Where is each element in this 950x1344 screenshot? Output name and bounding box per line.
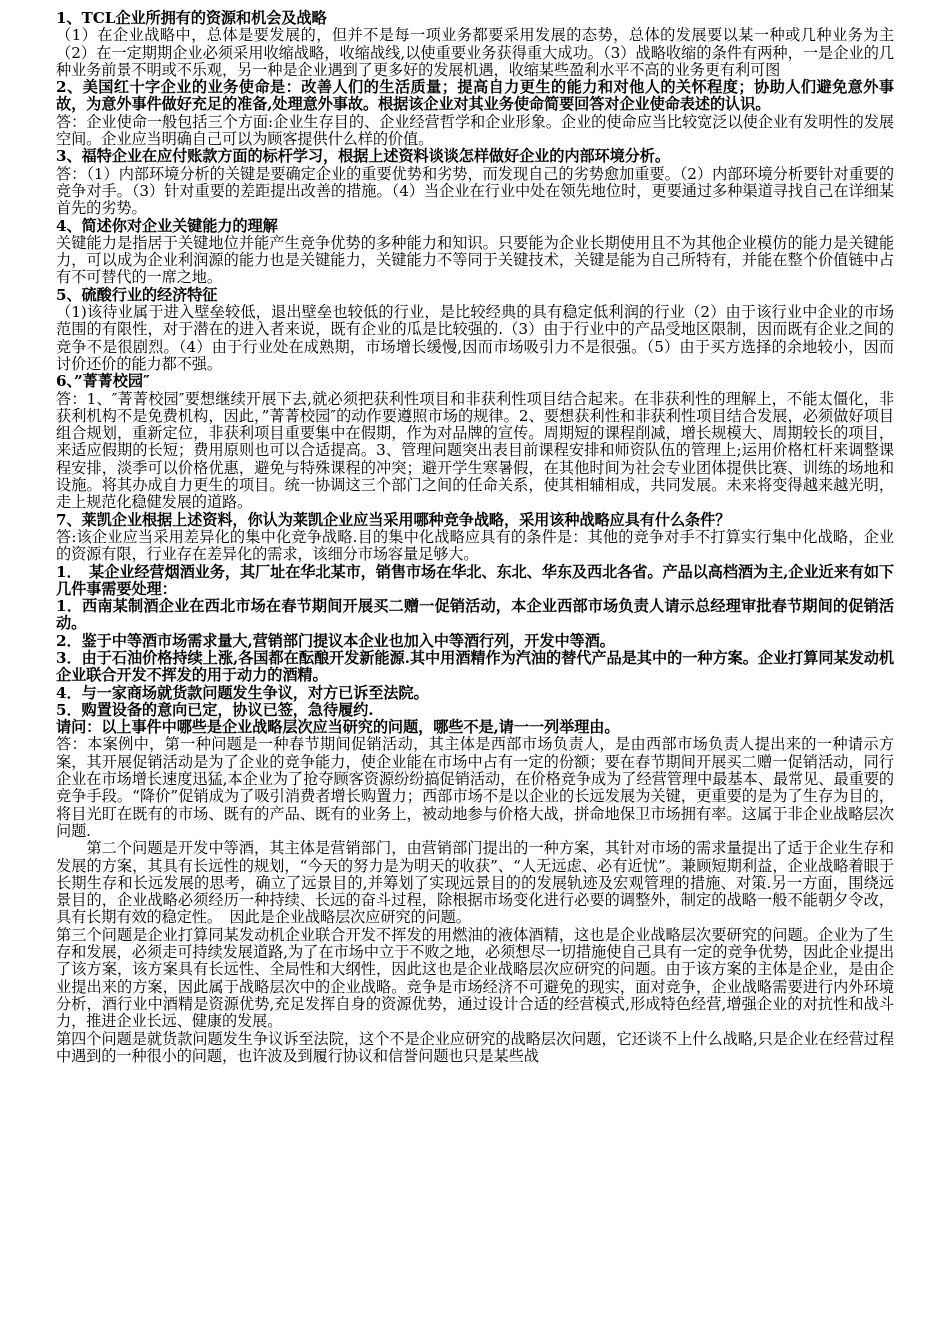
heading-3: 3、福特企业在应付账款方面的标杆学习，根据上述资料谈谈怎样做好企业的内部环境分析。 [56,147,670,166]
answer-paragraph-1: 答：本案例中，第一种问题是一种春节期间促销活动，其主体是西部市场负责人，是由西部市场负责人提出来的一种请示方案，其开展促销活动是为了企业的竞争能力，使企业能在市场中占有一定的份额；要在春节期间开展买二赠一促销活动，同行企业在市场增长速度迅猛,本企业为了抢夺顾客资源纷纷搞促销活动，在价格竞争成为了经营管理中最基本、最常见、最重要的竞争手段。“降价”促销成为了吸引消费者增长购置力；西部市场不是以企业的长远发展为关键，更重要的是为了生存为目的，将目光盯在既有的市场、既有的产品、既有的业务上，被动地参与价格大战，拼命地保卫市场拥有率。这属于非企业战略层次问题. [56,735,894,840]
case-item-4: 4．与一家商场就货款问题发生争议，对方已诉至法院。 [56,683,429,702]
case-item-1: 1．西南某制酒企业在西北市场在春节期间开展买二赠一促销活动，本企业西部市场负责人请示总经理审批春节期间的促销活动。 [56,597,894,633]
case-intro: 1． 某企业经营烟酒业务，其厂址在华北某市，销售市场在华北、东北、华东及西北各省。产品以高档酒为主,企业近来有如下几件事需要处理： [56,562,894,598]
paragraph-6: 答：1、″菁菁校园″要想继续开展下去,就必须把获利性项目和非获利性项目结合起来。在非获利性的理解上，不能太僵化，非获利机构不是免费机构，因此，”菁菁校园″的动作要遵照市场的规律。2、要想获利性和非获利性项目结合发展，必须做好项目组合规划，重新定位，非获利项目重要集中在假期，作为对品牌的宣传。周期短的课程削减，增长规模大、周期较长的项目，来适应假期的长短；费用原则也可以合适提高。3、管理问题突出表目前课程安排和师资队伍的管理上;运用价格杠杆来调整课程安排，淡季可以价格优惠，避免与特殊课程的冲突；避开学生寒暑假，在其他时间为社会专业团体提供比赛、训练的场地和设施。将其办成自力更生的项目。统一协调这三个部门之间的任命关系，使其相辅相成，共同发展。未来将变得越来越光明，走上规范化稳健发展的道路。 [56,389,894,512]
answer-paragraph-3: 第三个问题是企业打算同某发动机企业联合开发不挥发的用燃油的液体酒精，这也是企业战略层次要研究的问题。企业为了生存和发展，必须走可持续发展道路,为了在市场中立于不败之地，必须想尽一切措施使自己具有一定的竞争优势，因此企业提出了该方案，该方案具有长远性、全局性和大纲性，因此这也是企业战略层次应研究的问题。由于该方案的主体是企业，是由企业提出来的方案，因此属于战略层次中的企业战略。竞争是市场经济不可避免的现实，面对竞争，企业战略需要进行内外环境分析，酒行业中酒精是资源优势,充足发挥自身的资源优势，通过设计合适的经营模式,形成特色经营,增强企业的对抗性和战斗力，推进企业长远、健康的发展。 [56,925,894,1031]
case-item-3: 3．由于石油价格持续上涨,各国都在酝酿开发新能源.其中用酒精作为汽油的替代产品是其中的一种方案。企业打算同某发动机企业联合开发不挥发的用于动力的酒精。 [56,648,894,685]
case-item-5: 5．购置设备的意向已定，协议已签，急待履约. [56,700,374,719]
paragraph-7: 答:该企业应当采用差异化的集中化竞争战略.目的集中化战略应具有的条件是：其他的竞争对手不打算实行集中化战略，企业的资源有限，行业存在差异化的需求，该细分市场容量足够大。 [56,527,894,564]
case-question: 请问：以上事件中哪些是企业战略层次应当研究的问题，哪些不是,请一一列举理由。 [56,718,620,737]
paragraph-4: 关键能力是指居于关键地位并能产生竞争优势的多种能力和知识。只要能为企业长期使用且不为其他企业模仿的能力是关键能力，可以成为企业利润源的能力也是关键能力，关键能力不等同于关键技术，关键是能为自己所特有，并能在整个价值链中占有不可替代的一席之地。 [56,233,894,287]
heading-5: 5、硫酸行业的经济特征 [56,285,218,304]
paragraph-3: 答：（1）内部环境分析的关键是要确定企业的重要优势和劣势，而发现自己的劣势愈加重要。（2）内部环境分析要针对重要的竞争对手。（3）针对重要的差距提出改善的措施。（4）当企业在行业中处在领先地位时，更要通过多种渠道寻找自己在详细某首先的劣势。 [56,164,894,218]
heading-1: 1、TCL企业所拥有的资源和机会及战略 [56,9,327,27]
case-item-2: 2．鉴于中等酒市场需求量大,营销部门提议本企业也加入中等酒行列，开发中等酒。 [56,631,615,650]
heading-4: 4、简述你对企业关键能力的理解 [56,216,278,235]
paragraph-5: （1)该待业属于进入壁垒较低，退出壁垒也较低的行业，是比较经典的具有稳定低利润的行业（2）由于该行业中企业的市场范围的有限性，对于潜在的进入者来说，既有企业的瓜是比较强的.（3）由于行业中的产品受地区限制，因而既有企业之间的竞争不是很剧烈。（4）由于行业处在成熟期，市场增长缓慢,因而市场吸引力不是很强。（5）由于买方选择的余地较小，因而讨价还价的能力都不强。 [56,303,894,373]
heading-6: 6、”菁菁校园″ [56,372,150,391]
answer-paragraph-2: 第二个问题是开发中等酒，其主体是营销部门，由营销部门提出的一种方案，其针对市场的需求量提出了适于企业生存和发展的方案，其具有长远性的规划，“今天的努力是为明天的收获”、“人无远虑、必有近忧”。兼顾短期利益，企业战略着眼于长期生存和长远发展的思考，确立了远景目的,并筹划了实现远景目的的发展轨迹及宏观管理的措施、对策.另一方面，围绕远景目的，企业战略必须经历一种持续、长远的奋斗过程，除根据市场变化进行必要的调整外，制定的战略一般不能朝夕令改，具有长期有效的稳定性。 因此是企业战略层次应研究的问题。 [56,839,894,927]
heading-7: 7、莱凯企业根据上述资料，你认为莱凯企业应当采用哪种竞争战略，采用该种战略应具有什么条件？ [56,510,731,529]
paragraph-2: 答：企业使命一般包括三个方面:企业生存目的、企业经营哲学和企业形象。企业的使命应当比较宽泛以使企业有发明性的发展空间。企业应当明确自己可以为顾客提供什么样的价值。 [56,112,894,149]
answer-paragraph-4: 第四个问题是就货款问题发生争议诉至法院，这个不是企业应研究的战略层次问题，它还谈不上什么战略,只是企业在经营过程中遇到的一种很小的问题，也许波及到履行协议和信誉问题也只是某些战 [56,1029,894,1065]
paragraph-1: （1）在企业战略中，总体是要发展的，但并不是每一项业务都要采用发展的态势，总体的发展要以某一种或几种业务为主（2）在一定期期企业必须采用收缩战略，收缩战线,以使重要业务获得重大成功。（3）战略收缩的条件有两种，一是企业的几种业务前景不明或不乐观，另一种是企业遇到了更多好的发展机遇，收缩某些盈利水平不高的业务更有利可图 [56,26,894,79]
heading-2: 2、美国红十字企业的业务使命是：改善人们的生活质量；提高自力更生的能力和对他人的关怀程度；协助人们避免意外事故，为意外事件做好充足的准备,处理意外事故。根据该企业对其业务使命简要回答对企业使命表述的认识。 [56,78,894,114]
